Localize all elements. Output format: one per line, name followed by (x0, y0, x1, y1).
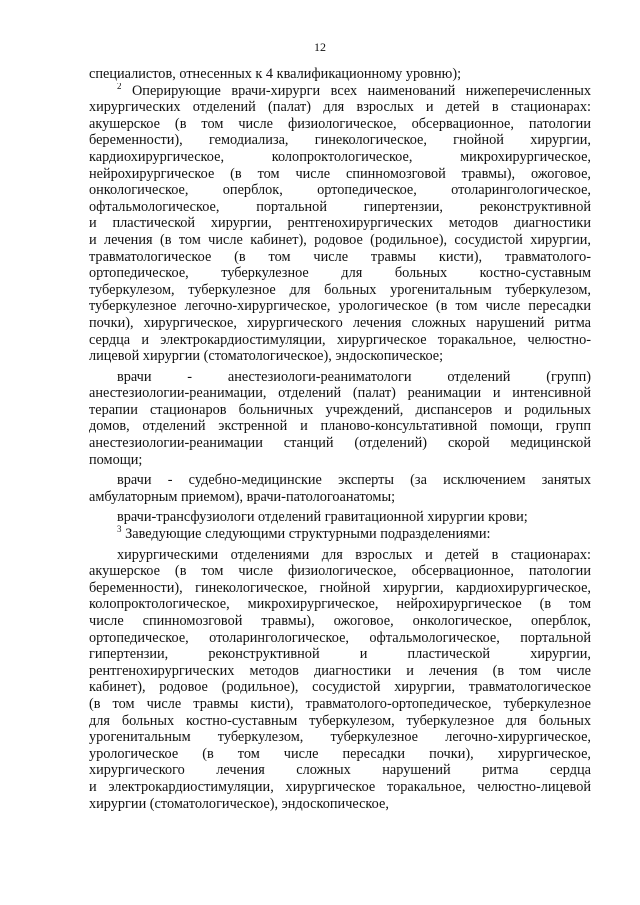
text-line-content: и пластической хирургии, рентгенохирургических методов диагностики (89, 215, 591, 232)
text-line (89, 249, 591, 266)
text-line (89, 166, 591, 183)
text-line (89, 182, 591, 199)
text-line-content: и электрокардиостимуляции, хирургическое торакальное, челюстно-лицевой (89, 778, 591, 795)
text-line-content: (в том числе травмы кисти), травматолого-ортопедическое, туберкулезное (89, 695, 591, 712)
text-line (89, 132, 591, 149)
text-line-content: урогенитальным туберкулезом, туберкулезное легочно-хирургическое, (89, 729, 591, 746)
text-line-content: кабинет), родовое (родильное), сосудистой хирургии, травматологическое (89, 679, 591, 696)
text-line-content: анестезиологии-реанимации станций (отделений) скорой медицинской (89, 435, 591, 452)
text-line-content: офтальмологическое, портальной гипертензии, реконструктивной (89, 198, 591, 215)
text-line-content: беременности), гемодиализа, гинекологическое, гнойной хирургии, (89, 132, 591, 149)
text-line (89, 199, 591, 216)
text-line (89, 547, 591, 564)
text-line-content: анестезиологии-реанимации, отделений (палат) реанимации и интенсивной (89, 385, 591, 402)
text-line-content: нейрохирургическое (в том числе спинномозговой травмы), ожоговое, (89, 165, 591, 182)
text-line (89, 418, 591, 435)
text-line (89, 232, 591, 249)
text-line-content: Заведующие следующими структурными подразделениями: (121, 526, 491, 543)
text-line (89, 282, 591, 299)
text-line-content: специалистов, отнесенных к 4 квалификационному уровню); (89, 66, 462, 82)
text-line (89, 779, 591, 796)
text-line (89, 563, 591, 580)
text-line-content: ортопедическое, туберкулезное для больных костно-суставным (89, 265, 591, 282)
text-line-content: туберкулезное легочно-хирургическое, урологическое (в том числе пересадки (89, 298, 591, 315)
text-line-content: кардиохирургическое, колопроктологическое, микрохирургическое, (89, 148, 591, 165)
text-line-content: лицевой хирургии (стоматологическое), эндоскопическое; (89, 348, 444, 365)
text-line-content: Оперирующие врачи-хирурги всех наименований нижеперечисленных (121, 82, 591, 99)
text-line (89, 66, 591, 83)
text-line (89, 99, 591, 116)
text-line-content: гипертензии, реконструктивной и пластической хирургии, (89, 646, 591, 663)
text-line-content: урологическое (в том числе пересадки почки), хирургическое, (89, 745, 591, 762)
text-line (89, 696, 591, 713)
text-line-content: травматологическое (в том числе травмы кисти), травматолого- (89, 248, 591, 265)
text-line-content: врачи - судебно-медицинские эксперты (за исключением занятых (117, 472, 591, 489)
text-line (89, 630, 591, 647)
text-line (89, 298, 591, 315)
text-line-content: колопроктологическое, микрохирургическое, нейрохирургическое (в том (89, 596, 591, 613)
text-line (89, 746, 591, 763)
text-line (89, 679, 591, 696)
text-line-content: беременности), гинекологическое, гнойной хирургии, кардиохирургическое, (89, 579, 591, 596)
text-line-content: для больных костно-суставным туберкулезом, туберкулезное для больных (89, 712, 591, 729)
text-line (89, 509, 591, 526)
text-line-content: и лечения (в том числе кабинет), родовое (родильное), сосудистой хирургии, (89, 231, 591, 248)
text-line (89, 83, 591, 100)
text-line (89, 215, 591, 232)
text-line (89, 116, 591, 133)
text-line (89, 663, 591, 680)
text-line-content: хирургическими отделениями для взрослых и детей в стационарах: (117, 546, 591, 563)
text-line-content: хирургии (стоматологическое), эндоскопическое, (89, 795, 389, 812)
text-line (89, 729, 591, 746)
text-line (89, 332, 591, 349)
text-line (89, 646, 591, 663)
text-line-content: акушерское (в том числе физиологическое, обсервационное, патологии (89, 563, 591, 580)
text-line-content: рентгенохирургических методов диагностики и лечения (в том числе (89, 662, 591, 679)
text-line-content: помощи; (89, 451, 143, 468)
text-line-content: терапии стационаров больничных учреждений, диспансеров и родильных (89, 401, 591, 418)
text-line (89, 452, 591, 469)
text-line (89, 149, 591, 166)
text-line-content: числе спинномозговой травмы), ожоговое, онкологическое, оперблок, (89, 613, 591, 629)
text-line (89, 580, 591, 597)
text-line-content: акушерское (в том числе физиологическое, обсервационное, патологии (89, 115, 591, 132)
text-line-content: ортопедическое, отоларингологическое, офтальмологическое, портальной (89, 629, 591, 646)
text-line-content: туберкулезом, туберкулезное для больных урогенитальным туберкулезом, (89, 281, 591, 298)
text-line-content: амбулаторным приемом), врачи-патологоанатомы; (89, 488, 396, 505)
text-line (89, 796, 591, 813)
text-line (89, 472, 591, 489)
page-number: 12 (314, 40, 326, 54)
text-line (89, 402, 591, 419)
text-line-content: хирургического лечения сложных нарушений ритма сердца (89, 762, 591, 779)
text-line (89, 762, 591, 779)
footnote-marker: 2 (117, 82, 122, 91)
text-line (89, 435, 591, 452)
text-line-content: врачи-трансфузиологи отделений гравитационной хирургии крови; (117, 509, 528, 526)
text-line-content: сердца и электрокардиостимуляции, хирургическое торакальное, челюстно- (89, 331, 591, 348)
text-line (89, 348, 591, 365)
text-line (89, 596, 591, 613)
text-line (89, 369, 591, 386)
text-line (89, 265, 591, 282)
text-line-content: врачи - анестезиологи-реаниматологи отделений (групп) (117, 368, 591, 385)
text-line-content: домов, отделений экстренной и планово-консультативной помощи, групп (89, 418, 591, 435)
document-body (89, 66, 591, 812)
text-line (89, 385, 591, 402)
text-line-content: онкологическое, оперблок, ортопедическое, отоларингологическое, (89, 182, 591, 199)
text-line (89, 713, 591, 730)
text-line (89, 526, 591, 543)
text-line-content: почки), хирургическое, хирургического лечения сложных нарушений ритма (89, 314, 591, 331)
text-line-content: хирургических отделений (палат) для взрослых и детей в стационарах: (89, 99, 591, 116)
footnote-marker: 3 (117, 524, 122, 535)
text-line (89, 613, 591, 630)
text-line (89, 489, 591, 506)
text-line (89, 315, 591, 332)
